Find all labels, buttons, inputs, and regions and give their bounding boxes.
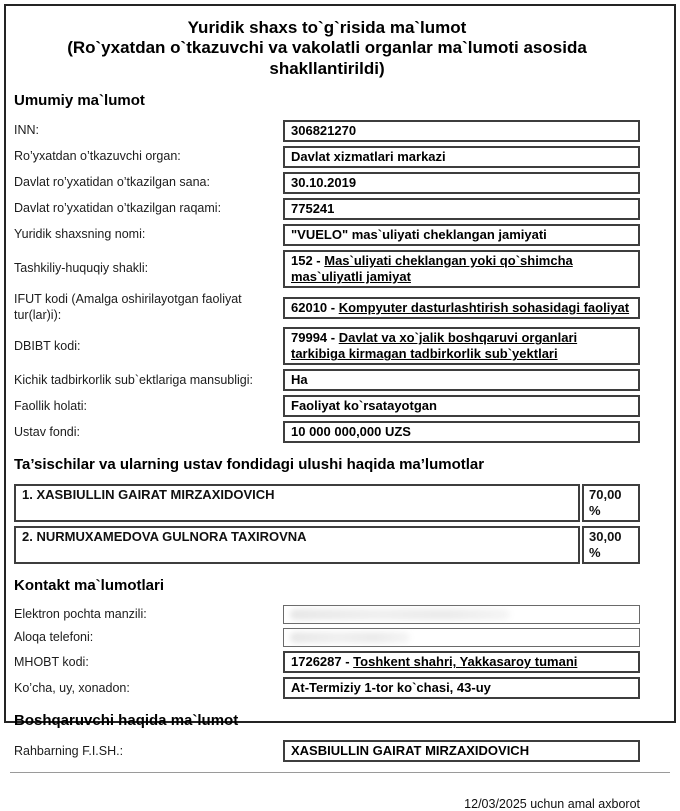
field-value-entity-name: "VUELO" mas`uliyati cheklangan jamiyati (283, 224, 640, 246)
field-label-small-business: Kichik tadbirkorlik sub`ektlariga mansubligi: (14, 372, 253, 387)
field-value-ifut-code (283, 297, 640, 319)
field-value-legal-form (283, 250, 640, 288)
field-value-small-business: Ha (283, 369, 640, 391)
field-value-inn: 306821270 (283, 120, 640, 142)
ifut-code: 62010 - (291, 299, 339, 315)
field-label-registration-number: Davlat ro’yxatidan o’tkazilgan raqami: (14, 201, 222, 216)
founder-share-2: 30,00 % (582, 526, 640, 564)
redacted-email-blur (290, 609, 510, 620)
field-row-mhobt-code (14, 651, 640, 673)
field-value-mhobt-code (283, 651, 640, 673)
founder-name-2: 2. NURMUXAMEDOVA GULNORA TAXIROVNA (14, 526, 580, 564)
field-label-director-name: Rahbarning F.I.SH.: (14, 743, 124, 758)
section-heading-contact: Kontakt ma`lumotlari (14, 577, 165, 595)
field-value-registration-date: 30.10.2019 (283, 172, 640, 194)
field-label-phone: Aloqa telefoni: (14, 630, 94, 645)
field-row-director-name (14, 740, 640, 762)
field-label-street-address: Ko’cha, uy, xonadon: (14, 680, 130, 695)
dbibt-code-link[interactable]: Davlat va xo`jalik boshqaruvi organlari tarkibiga kirmagan tadbirkorlik sub`yektlari (291, 330, 578, 362)
field-label-registering-authority: Ro’yxatdan o’tkazuvchi organ: (14, 149, 181, 164)
field-value-activity-status: Faoliyat ko`rsatayotgan (283, 395, 640, 417)
field-row-ifut-code (14, 292, 640, 323)
footer-date-note: 12/03/2025 uchun amal axborot (464, 797, 640, 811)
redacted-phone-blur (290, 632, 410, 643)
field-value-director-name: XASBIULLIN GAIRAT MIRZAXIDOVICH (283, 740, 640, 762)
founder-row-2 (14, 526, 640, 564)
field-value-dbibt-code (283, 327, 640, 365)
field-label-mhobt-code: MHOBT kodi: (14, 654, 89, 669)
page-title-line3: shakllantirildi) (269, 58, 385, 78)
legal-form-link[interactable]: Mas`uliyati cheklangan yoki qo`shimcha mas`uliyatli jamiyat (291, 253, 573, 285)
field-row-charter-fund (14, 421, 640, 443)
field-row-legal-form (14, 250, 640, 288)
footer-divider (10, 772, 670, 773)
field-label-registration-date: Davlat ro’yxatidan o’tkazilgan sana: (14, 175, 210, 190)
field-row-registration-number (14, 198, 640, 220)
founder-share-1: 70,00 % (582, 484, 640, 522)
field-value-registering-authority: Davlat xizmatlari markazi (283, 146, 640, 168)
field-row-registration-date (14, 172, 640, 194)
field-value-charter-fund: 10 000 000,000 UZS (283, 421, 640, 443)
field-label-charter-fund: Ustav fondi: (14, 424, 81, 439)
ifut-code-link[interactable]: Kompyuter dasturlashtirish sohasidagi faoliyat (338, 299, 630, 315)
page-title-line2: (Ro`yxatdan o`tkazuvchi va vakolatli organlar ma`lumoti asosida (67, 38, 587, 58)
field-label-ifut-code: IFUT kodi (Amalga oshirilayotgan faoliyat tur(lar)i): (14, 292, 242, 322)
mhobt-code-link[interactable]: Toshkent shahri, Yakkasaroy tumani (353, 654, 578, 670)
page-title (14, 18, 640, 79)
section-heading-manager: Boshqaruvchi haqida ma`lumot (14, 712, 239, 730)
field-row-dbibt-code (14, 327, 640, 365)
field-row-phone (14, 628, 640, 647)
field-value-phone (283, 628, 640, 647)
page-frame (4, 4, 676, 811)
field-row-email (14, 605, 640, 624)
field-row-street-address (14, 677, 640, 699)
field-label-dbibt-code: DBIBT kodi: (14, 338, 81, 353)
legal-form-code: 152 - (291, 253, 325, 269)
mhobt-code: 1726287 - (291, 654, 354, 670)
field-row-entity-name (14, 224, 640, 246)
field-value-street-address: At-Termiziy 1-tor ko`chasi, 43-uy (283, 677, 640, 699)
field-row-activity-status (14, 395, 640, 417)
section-heading-founders: Ta’sischilar va ularning ustav fondidagi ulushi haqida ma’lumotlar (14, 456, 485, 474)
field-value-email (283, 605, 640, 624)
page-title-line1: Yuridik shaxs to`g`risida ma`lumot (187, 18, 467, 37)
field-row-small-business (14, 369, 640, 391)
field-label-legal-form: Tashkiliy-huquqiy shakli: (14, 261, 149, 276)
founder-name-1: 1. XASBIULLIN GAIRAT MIRZAXIDOVICH (14, 484, 580, 522)
field-value-registration-number: 775241 (283, 198, 640, 220)
field-row-registering-authority (14, 146, 640, 168)
field-label-email: Elektron pochta manzili: (14, 607, 147, 622)
field-label-entity-name: Yuridik shaxsning nomi: (14, 227, 146, 242)
founder-row-1 (14, 484, 640, 522)
field-label-inn: INN: (14, 123, 39, 138)
field-row-inn (14, 120, 640, 142)
dbibt-code: 79994 - (291, 330, 339, 346)
field-label-activity-status: Faollik holati: (14, 398, 87, 413)
section-heading-general: Umumiy ma`lumot (14, 92, 145, 110)
